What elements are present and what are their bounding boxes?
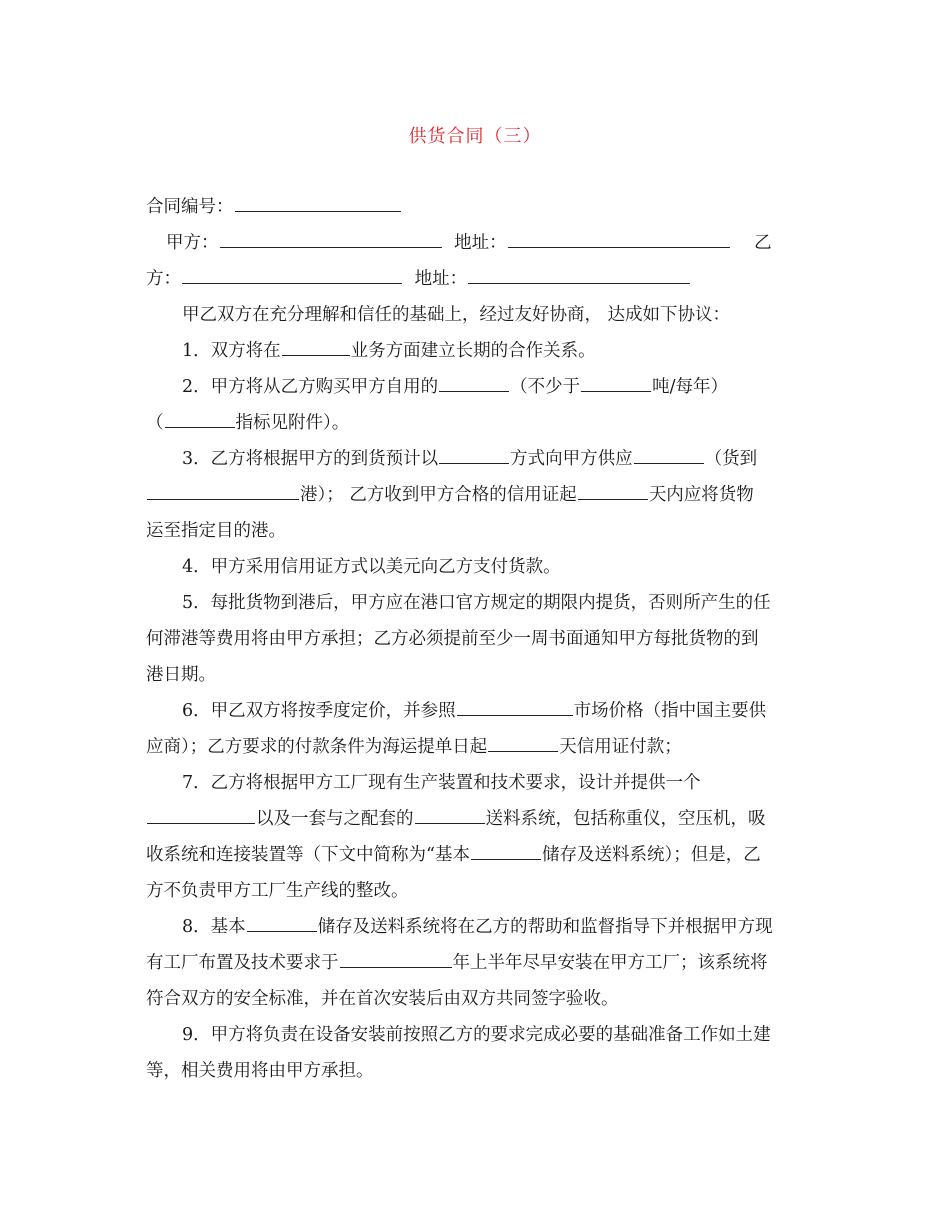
contract-number-line <box>146 189 811 225</box>
clause-8-line-1 <box>146 909 811 945</box>
party-a-name-blank <box>220 230 442 248</box>
party-a-address-blank <box>508 230 730 248</box>
clause-3-text-d: 港）； 乙方收到甲方合格的信用证起 <box>300 485 577 505</box>
clause-2-text-c: 吨/每年） <box>652 377 729 397</box>
clause-6-text-b: 市场价格（指中国主要供 <box>573 701 767 721</box>
blank <box>165 410 235 428</box>
clause-7-text-e: 储存及送料系统）；但是，乙 <box>541 845 761 865</box>
blank <box>247 914 317 932</box>
clause-7-line-2 <box>146 801 811 837</box>
party-a-address-label: 地址： <box>454 233 507 253</box>
clause-5-line-1: 5．每批货物到港后，甲方应在港口官方规定的期限内提货，否则所产生的任 <box>182 593 771 613</box>
clause-8-text-c: 有工厂布置及技术要求于 <box>146 953 339 973</box>
clause-8-line-3: 符合双方的安全标准，并在首次安装后由双方共同签字验收。 <box>146 989 619 1009</box>
party-b-address-blank <box>468 266 690 284</box>
blank <box>147 806 255 824</box>
blank <box>282 338 350 356</box>
blank <box>340 950 452 968</box>
blank <box>581 374 651 392</box>
clause-2-text-a: 2．甲方将从乙方购买甲方自用的 <box>182 377 439 397</box>
clause-3-line-3: 运至指定目的港。 <box>146 521 286 541</box>
intro-paragraph: 甲乙双方在充分理解和信任的基础上，经过友好协商， 达成如下协议： <box>182 305 731 325</box>
clause-7-line-3 <box>146 837 811 873</box>
document-body <box>146 189 811 1089</box>
document-title: 供货合同（三） <box>408 126 542 147</box>
blank <box>439 446 509 464</box>
contract-number-label: 合同编号： <box>146 197 234 217</box>
clause-8-text-d: 年上半年尽早安装在甲方工厂；该系统将 <box>452 953 768 973</box>
clause-3-text-e: 天内应将货物 <box>648 485 754 505</box>
clause-3-text-a: 3．乙方将根据甲方的到货预计以 <box>182 449 439 469</box>
clause-7-line-4: 方不负责甲方工厂生产线的整改。 <box>146 881 409 901</box>
blank <box>488 734 558 752</box>
party-b-label-part1: 乙 <box>754 233 772 253</box>
party-b-address-label: 地址： <box>414 269 468 289</box>
blank <box>634 446 704 464</box>
party-b-line <box>146 261 811 297</box>
clause-2-text-e: 指标见附件）。 <box>235 413 350 433</box>
clause-1-text-b: 业务方面建立长期的合作关系。 <box>350 341 596 361</box>
clause-2-text-d: （ <box>146 413 164 433</box>
party-b-name-blank <box>182 266 402 284</box>
clause-7-text-d: 收系统和连接装置等（下文中简称为“基本 <box>146 845 470 865</box>
blank <box>578 482 648 500</box>
clause-8-text-a: 8．基本 <box>182 917 246 937</box>
clause-6-text-c: 应商）；乙方要求的付款条件为海运提单日起 <box>146 737 488 757</box>
party-b-label-part2: 方： <box>146 269 181 289</box>
blank <box>439 374 509 392</box>
clause-7-text-c: 送料系统，包括称重仪，空压机，吸 <box>485 809 766 829</box>
contract-number-blank <box>235 194 401 212</box>
party-a-label: 甲方： <box>166 233 219 253</box>
clause-6-line-1 <box>146 693 811 729</box>
clause-8-text-b: 储存及送料系统将在乙方的帮助和监督指导下并根据甲方现 <box>317 917 773 937</box>
party-a-line <box>146 225 811 261</box>
clause-9-line-2: 等，相关费用将由甲方承担。 <box>146 1061 374 1081</box>
clause-6-text-d: 天信用证付款； <box>559 737 682 757</box>
clause-3-text-c: （货到 <box>704 449 758 469</box>
clause-2-text-b: （不少于 <box>510 377 581 397</box>
clause-3-line-1 <box>146 441 811 477</box>
clause-3-text-b: 方式向甲方供应 <box>510 449 633 469</box>
clause-9-line-1: 9．甲方将负责在设备安装前按照乙方的要求完成必要的基础准备工作如土建 <box>182 1025 771 1045</box>
blank <box>415 806 485 824</box>
clause-5-line-3: 港日期。 <box>146 665 216 685</box>
clause-6-line-2 <box>146 729 811 765</box>
blank <box>457 698 573 716</box>
clause-7-text-b: 以及一套与之配套的 <box>256 809 414 829</box>
blank <box>147 482 299 500</box>
clause-1 <box>146 333 811 369</box>
clause-2-line-1 <box>146 369 811 405</box>
clause-8-line-2 <box>146 945 811 981</box>
clause-4: 4．甲方采用信用证方式以美元向乙方支付货款。 <box>182 557 561 577</box>
clause-6-text-a: 6．甲乙双方将按季度定价，并参照 <box>182 701 456 721</box>
clause-1-text-a: 1．双方将在 <box>182 341 281 361</box>
clause-2-line-2 <box>146 405 811 441</box>
clause-7-line-1: 7．乙方将根据甲方工厂现有生产装置和技术要求，设计并提供一个 <box>182 773 701 793</box>
clause-5-line-2: 何滞港等费用将由甲方承担；乙方必须提前至少一周书面通知甲方每批货物的到 <box>146 629 759 649</box>
blank <box>471 842 541 860</box>
clause-3-line-2 <box>146 477 811 513</box>
